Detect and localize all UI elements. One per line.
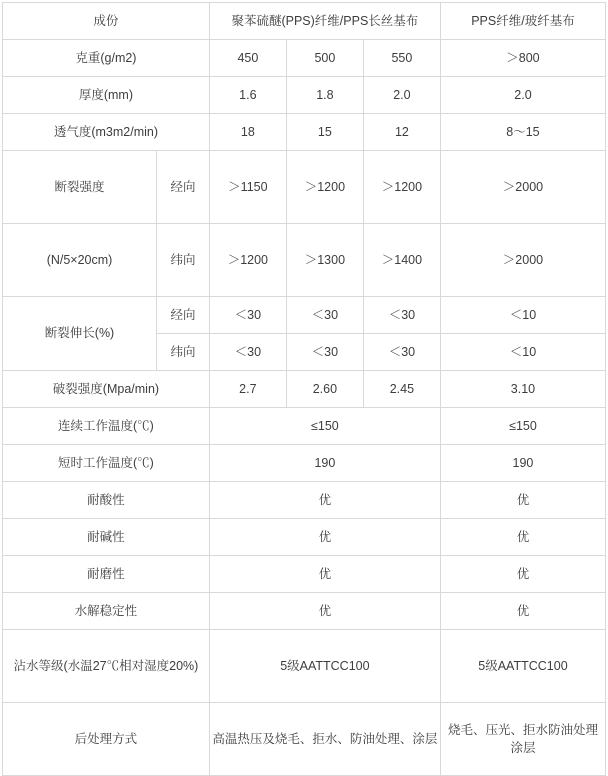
- row-sublabel-warp: 经向: [157, 297, 210, 334]
- row-label-short-temp: 短时工作温度(℃): [3, 445, 210, 482]
- cell-value: 2.60: [286, 371, 363, 408]
- cell-value: ＞1200: [363, 151, 440, 224]
- cell-value: ＞2000: [440, 224, 605, 297]
- table-row: [3, 77, 606, 114]
- cell-value: 优: [440, 556, 605, 593]
- cell-value: 500: [286, 40, 363, 77]
- cell-value-merged: 5级AATTCC100: [209, 630, 440, 703]
- cell-value-merged: 优: [209, 519, 440, 556]
- cell-value: 1.8: [286, 77, 363, 114]
- row-label-continuous-temp: 连续工作温度(℃): [3, 408, 210, 445]
- cell-value: 5级AATTCC100: [440, 630, 605, 703]
- cell-value-merged: 优: [209, 556, 440, 593]
- table-row: [3, 151, 606, 224]
- cell-value: ＞1200: [209, 224, 286, 297]
- row-label-alkali-resistance: 耐碱性: [3, 519, 210, 556]
- header-cell-pps-glassfiber: PPS纤维/玻纤基布: [440, 3, 605, 40]
- row-label-elongation: 断裂伸长(%): [3, 297, 157, 371]
- table-row: [3, 371, 606, 408]
- row-label-acid-resistance: 耐酸性: [3, 482, 210, 519]
- table-row: [3, 408, 606, 445]
- specification-table: [2, 2, 606, 776]
- table-row: [3, 224, 606, 297]
- cell-value: ＜10: [440, 334, 605, 371]
- row-label-post-treatment: 后处理方式: [3, 703, 210, 776]
- cell-value: 3.10: [440, 371, 605, 408]
- row-label-air-permeability: 透气度(m3m2/min): [3, 114, 210, 151]
- table-row: [3, 297, 606, 334]
- row-sublabel-weft: 纬向: [157, 334, 210, 371]
- table-row: [3, 40, 606, 77]
- table-row: [3, 519, 606, 556]
- cell-value: 优: [440, 519, 605, 556]
- cell-value: 优: [440, 593, 605, 630]
- cell-value: 550: [363, 40, 440, 77]
- header-cell-component: 成份: [3, 3, 210, 40]
- cell-value: 2.0: [440, 77, 605, 114]
- cell-value: 18: [209, 114, 286, 151]
- row-sublabel-warp: 经向: [157, 151, 210, 224]
- row-label-thickness: 厚度(mm): [3, 77, 210, 114]
- cell-value: ＞2000: [440, 151, 605, 224]
- cell-value: 优: [440, 482, 605, 519]
- row-label-hydrolysis-stability: 水解稳定性: [3, 593, 210, 630]
- table-row: [3, 556, 606, 593]
- cell-value: 2.0: [363, 77, 440, 114]
- cell-value: ＞1150: [209, 151, 286, 224]
- cell-value: ＞1300: [286, 224, 363, 297]
- table-header-row: [3, 3, 606, 40]
- cell-value: 450: [209, 40, 286, 77]
- cell-value: 190: [440, 445, 605, 482]
- cell-value: ＞800: [440, 40, 605, 77]
- table-row: [3, 445, 606, 482]
- row-label-breaking-strength-unit: (N/5×20cm): [3, 224, 157, 297]
- cell-value: 烧毛、压光、拒水防油处理涂层: [440, 703, 605, 776]
- cell-value: 2.45: [363, 371, 440, 408]
- cell-value: ＜30: [363, 297, 440, 334]
- cell-value: 15: [286, 114, 363, 151]
- cell-value: 1.6: [209, 77, 286, 114]
- row-label-weight: 克重(g/m2): [3, 40, 210, 77]
- table-row: [3, 593, 606, 630]
- cell-value-merged: ≤150: [209, 408, 440, 445]
- cell-value: ＞1200: [286, 151, 363, 224]
- table-row: [3, 630, 606, 703]
- cell-value: ≤150: [440, 408, 605, 445]
- cell-value: 12: [363, 114, 440, 151]
- header-cell-pps-filament: 聚苯硫醚(PPS)纤维/PPS长丝基布: [209, 3, 440, 40]
- row-label-water-repellency: 沾水等级(水温27℃相对湿度20%): [3, 630, 210, 703]
- cell-value: ＜30: [363, 334, 440, 371]
- cell-value: ＜30: [286, 297, 363, 334]
- table-row: [3, 114, 606, 151]
- cell-value-merged: 优: [209, 482, 440, 519]
- table-row: [3, 482, 606, 519]
- cell-value: ＜30: [286, 334, 363, 371]
- cell-value: ＞1400: [363, 224, 440, 297]
- cell-value-merged: 优: [209, 593, 440, 630]
- row-label-abrasion-resistance: 耐磨性: [3, 556, 210, 593]
- cell-value-merged: 高温热压及烧毛、拒水、防油处理、涂层: [209, 703, 440, 776]
- row-label-burst-strength: 破裂强度(Mpa/min): [3, 371, 210, 408]
- table-row: [3, 703, 606, 776]
- cell-value: ＜10: [440, 297, 605, 334]
- cell-value: 8～15: [440, 114, 605, 151]
- cell-value: ＜30: [209, 297, 286, 334]
- cell-value: ＜30: [209, 334, 286, 371]
- row-label-breaking-strength: 断裂强度: [3, 151, 157, 224]
- cell-value-merged: 190: [209, 445, 440, 482]
- row-sublabel-weft: 纬向: [157, 224, 210, 297]
- cell-value: 2.7: [209, 371, 286, 408]
